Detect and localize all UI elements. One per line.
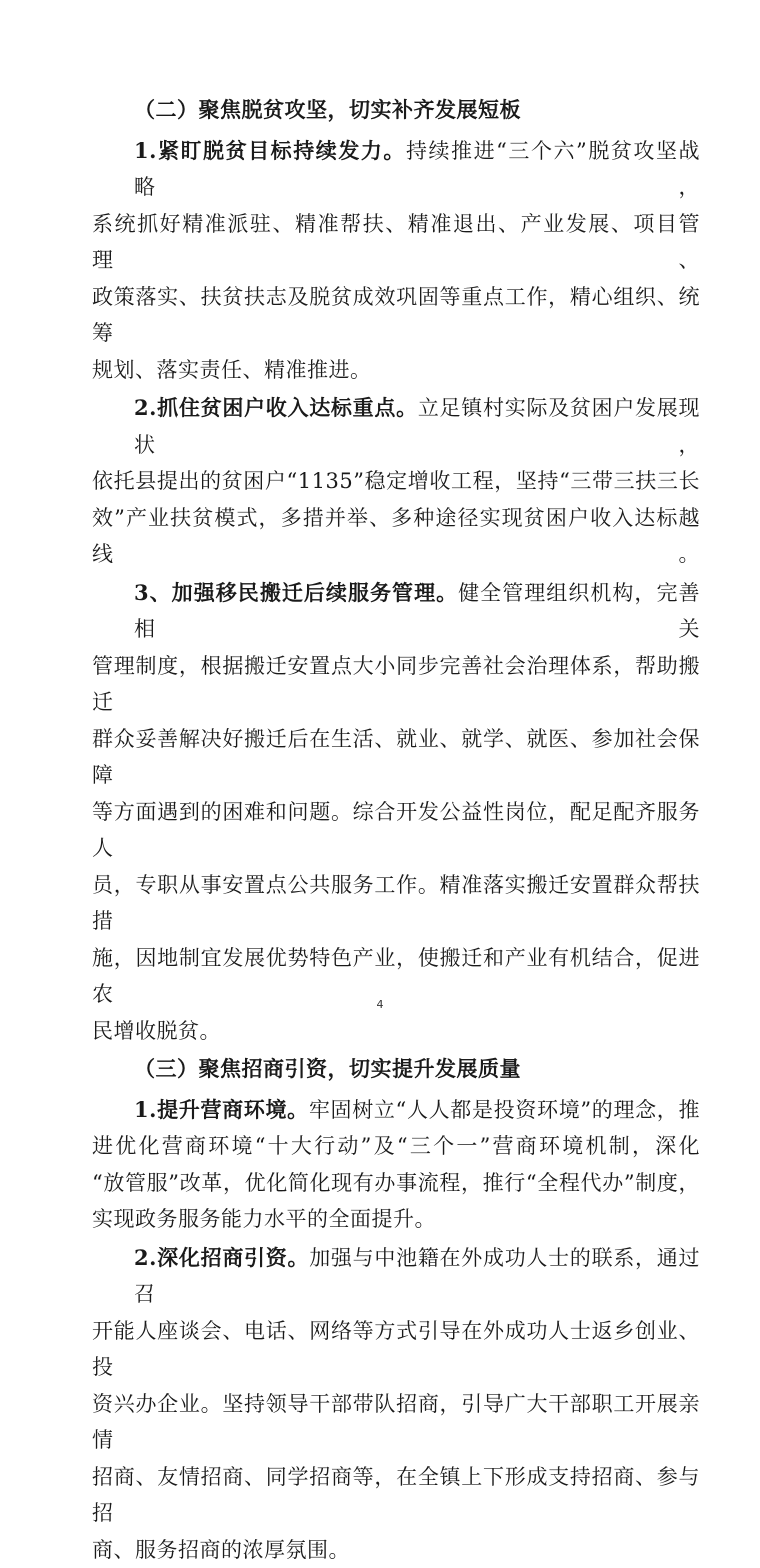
paragraph-line: 系统抓好精准派驻、精准帮扶、精准退出、产业发展、项目管理、 [92,206,700,279]
paragraph-text: 牢固树立“人人都是投资环境”的理念，推 [309,1098,700,1122]
paragraph-2-2 [92,390,700,573]
paragraph-text: 立足镇村实际及贫困户发展现状， [134,396,700,457]
section-heading-3: （三）聚焦招商引资，切实提升发展质量 [92,1051,700,1088]
paragraph-line: 进优化营商环境“十大行动”及“三个一”营商环境机制，深化 [92,1128,700,1165]
paragraph-lead: 1.紧盯脱贫目标持续发力。 [134,138,406,163]
paragraph-line [92,390,700,463]
page-number: 4 [0,998,760,1011]
paragraph-line: 等方面遇到的困难和问题。综合开发公益性岗位，配足配齐服务人 [92,794,700,867]
paragraph-line: 规划、落实责任、精准推进。 [92,352,700,389]
paragraph-line: 实现政务服务能力水平的全面提升。 [92,1201,700,1238]
paragraph-line: 管理制度，根据搬迁安置点大小同步完善社会治理体系，帮助搬迁 [92,648,700,721]
paragraph-lead: 2.深化招商引资。 [134,1245,309,1270]
paragraph-line [92,133,700,206]
paragraph-line [92,575,700,648]
paragraph-line: 民增收脱贫。 [92,1013,700,1050]
section-heading-2: （二）聚焦脱贫攻坚，切实补齐发展短板 [92,92,700,129]
paragraph-lead: 2.抓住贫困户收入达标重点。 [134,395,418,420]
paragraph-line: 商、服务招商的浓厚氛围。 [92,1532,700,1568]
paragraph-3-1 [92,1092,700,1238]
paragraph-text: 持续推进“三个六”脱贫攻坚战略， [134,139,700,200]
document-body [92,92,700,1568]
paragraph-line: 群众妥善解决好搬迁后在生活、就业、就学、就医、参加社会保障 [92,721,700,794]
paragraph-text: 健全管理组织机构，完善相关 [134,581,700,642]
paragraph-line: 依托县提出的贫困户“1135”稳定增收工程，坚持“三带三扶三长 [92,463,700,500]
paragraph-line: 资兴办企业。坚持领导干部带队招商，引导广大干部职工开展亲情 [92,1386,700,1459]
paragraph-lead: 3、加强移民搬迁后续服务管理。 [134,580,458,605]
paragraph-2-3 [92,575,700,1050]
paragraph-2-1 [92,133,700,389]
paragraph-lead: 1.提升营商环境。 [134,1097,309,1122]
paragraph-text: 加强与中池籍在外成功人士的联系，通过召 [134,1246,700,1307]
paragraph-line: 施，因地制宜发展优势特色产业，使搬迁和产业有机结合，促进农 [92,940,700,1013]
paragraph-line: “放管服”改革，优化简化现有办事流程，推行“全程代办”制度， [92,1165,700,1202]
paragraph-line [92,1092,700,1129]
paragraph-line: 效”产业扶贫模式，多措并举、多种途径实现贫困户收入达标越线。 [92,500,700,573]
paragraph-line: 招商、友情招商、同学招商等，在全镇上下形成支持招商、参与招 [92,1459,700,1532]
paragraph-line: 员，专职从事安置点公共服务工作。精准落实搬迁安置群众帮扶措 [92,867,700,940]
paragraph-line [92,1240,700,1313]
paragraph-line: 政策落实、扶贫扶志及脱贫成效巩固等重点工作，精心组织、统筹 [92,279,700,352]
paragraph-line: 开能人座谈会、电话、网络等方式引导在外成功人士返乡创业、投 [92,1313,700,1386]
paragraph-3-2 [92,1240,700,1568]
